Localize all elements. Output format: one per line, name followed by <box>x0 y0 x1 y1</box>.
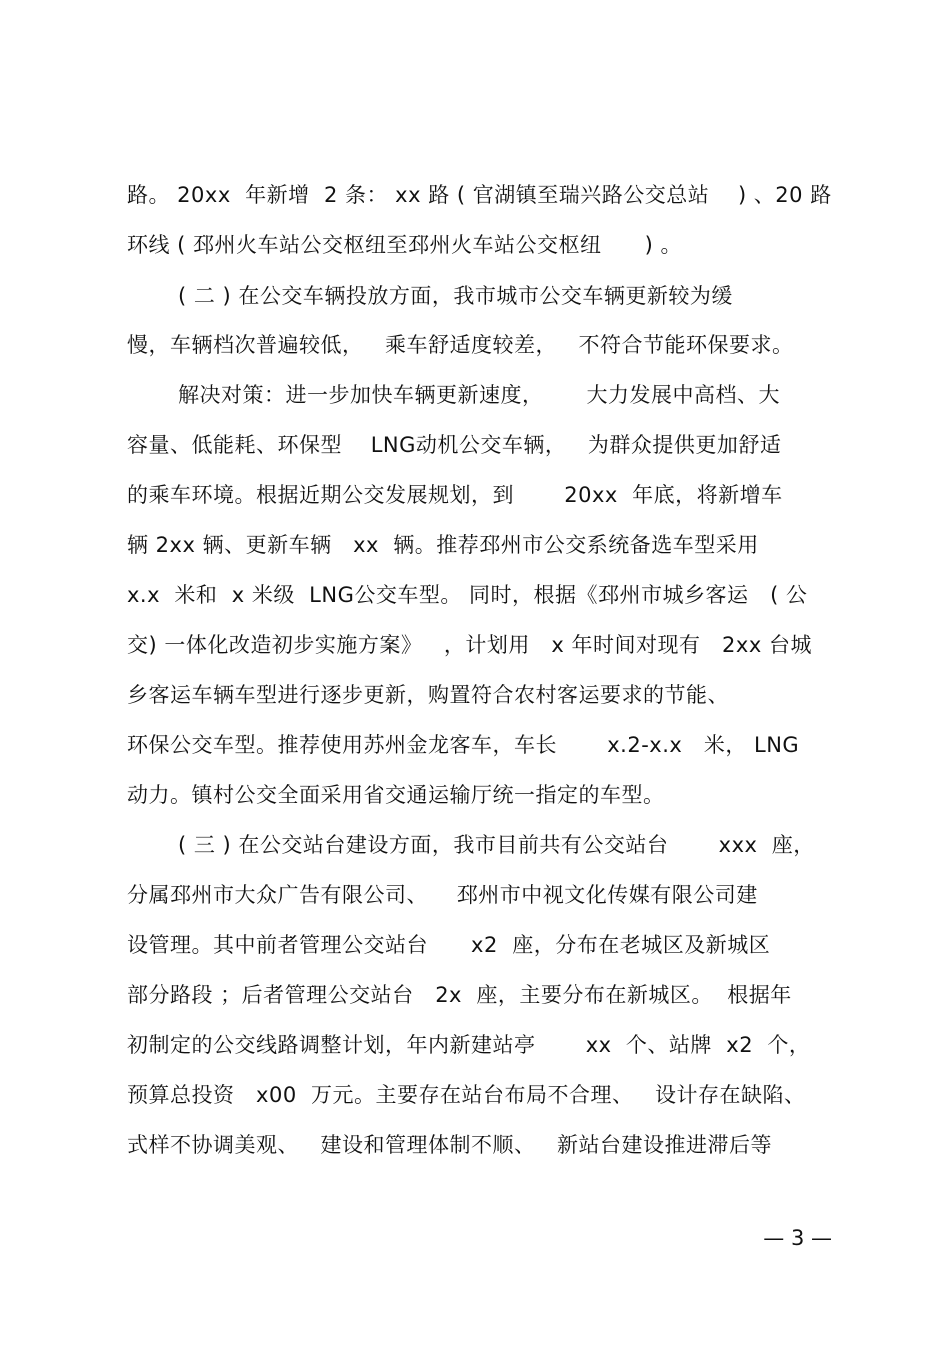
text-line-19: 预算总投资 x00 万元。主要存在站台布局不合理、 设计存在缺陷、 <box>127 1083 806 1107</box>
text-line-14: ( 三 ) 在公交站台建设方面，我市目前共有公交站台 xxx 座， <box>178 833 815 857</box>
text-line-8: 辆 2xx 辆、更新车辆 xx 辆。推荐邳州市公交系统备选车型采用 <box>127 533 759 557</box>
text-line-2: 环线 ( 邳州火车站公交枢纽至邳州火车站公交枢纽 ) 。 <box>127 233 682 257</box>
text-line-9: x.x 米和 x 米级 LNG公交车型。 同时，根据《邳州市城乡客运 ( 公 <box>127 583 808 607</box>
text-line-7: 的乘车环境。根据近期公交发展规划，到 20xx 年底，将新增车 <box>127 483 783 507</box>
text-line-15: 分属邳州市大众广告有限公司、 邳州市中视文化传媒有限公司建 <box>127 883 758 907</box>
text-line-5: 解决对策：进一步加快车辆更新速度， 大力发展中高档、大 <box>178 383 781 407</box>
text-line-16: 设管理。其中前者管理公交站台 x2 座，分布在老城区及新城区 <box>127 933 771 957</box>
text-line-18: 初制定的公交线路调整计划，年内新建站亭 xx 个、站牌 x2 个， <box>127 1033 811 1057</box>
text-line-3: ( 二 ) 在公交车辆投放方面，我市城市公交车辆更新较为缓 <box>178 284 733 308</box>
text-line-4: 慢，车辆档次普遍较低， 乘车舒适度较差， 不符合节能环保要求。 <box>127 333 794 357</box>
page-number: — 3 — <box>763 1226 832 1250</box>
text-line-11: 乡客运车辆车型进行逐步更新，购置符合农村客运要求的节能、 <box>127 683 729 707</box>
text-line-13: 动力。镇村公交全面采用省交通运输厅统一指定的车型。 <box>127 783 665 807</box>
text-line-10: 交) 一体化改造初步实施方案》 ，计划用 x 年时间对现有 2xx 台城 <box>127 633 812 657</box>
text-line-12: 环保公交车型。推荐使用苏州金龙客车，车长 x.2-x.x 米， LNG <box>127 733 800 757</box>
text-line-1: 路。 20xx 年新增 2 条： xx 路 ( 官湖镇至瑞兴路公交总站 ) 、20 路 <box>127 183 832 207</box>
text-line-6: 容量、低能耗、环保型 LNG动机公交车辆， 为群众提供更加舒适 <box>127 433 782 457</box>
text-line-17: 部分路段 ；后者管理公交站台 2x 座，主要分布在新城区。 根据年 <box>127 983 792 1007</box>
text-line-20: 式样不协调美观、 建设和管理体制不顺、 新站台建设推进滞后等 <box>127 1133 773 1157</box>
